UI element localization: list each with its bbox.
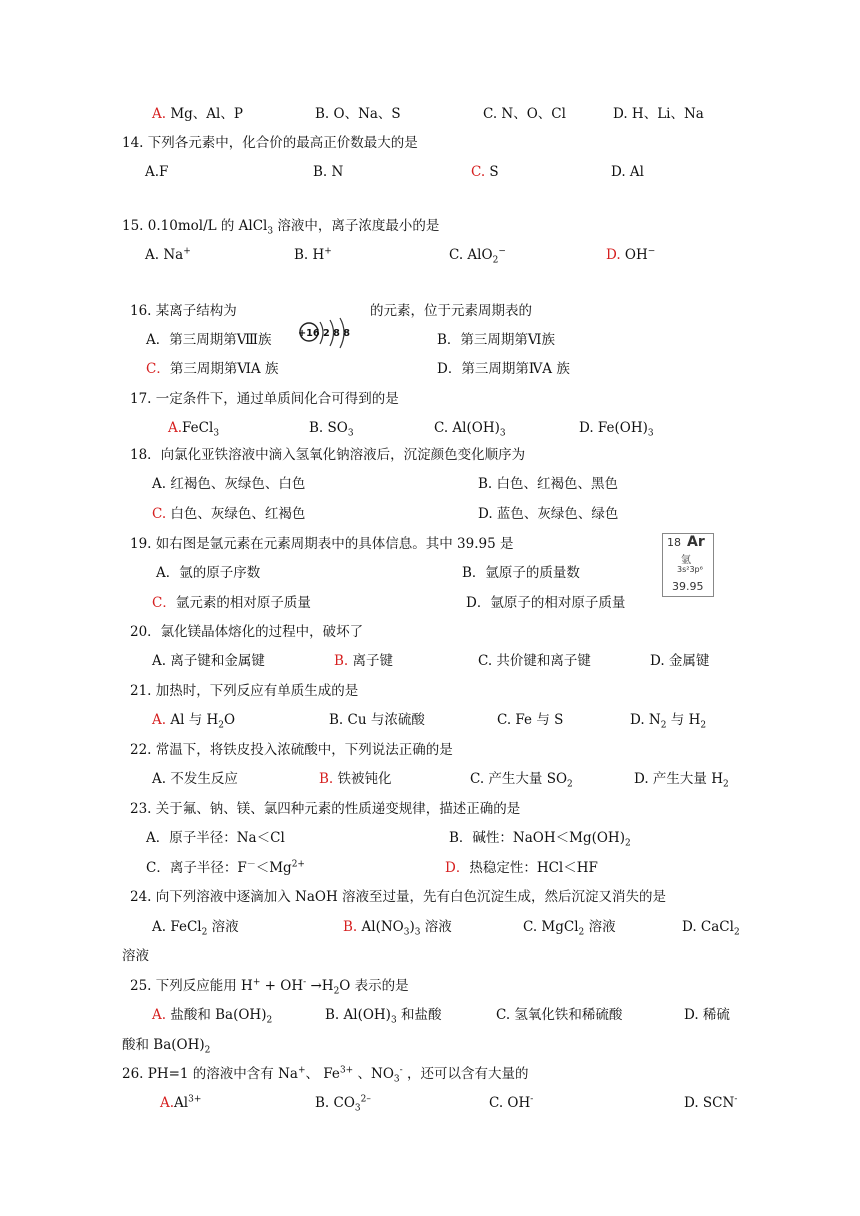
answer-mark: D． <box>445 860 470 876</box>
q16-option-a: A．第三周期第Ⅷ族 <box>146 332 272 348</box>
q26-option-a: $A.Al^{3+}$ <box>160 1094 202 1111</box>
q17-option-b: B. $SO_3$ <box>309 420 354 439</box>
q16-option-b: B．第三周期第Ⅵ族 <box>437 332 555 348</box>
answer-mark: C. <box>471 164 486 180</box>
answer-mark: A. <box>152 1007 167 1023</box>
answer-mark: A. <box>152 106 167 122</box>
q16-option-c: C．第三周期第ⅥA 族 <box>146 361 279 377</box>
q26-option-c: C. OH- <box>489 1094 534 1111</box>
q21-option-a: A. Al 与 $H_2O$ <box>152 712 236 731</box>
answer-mark: A. <box>168 420 183 436</box>
q15-option-d: D. OH− <box>606 246 656 263</box>
q20-option-c: C. 共价键和离子键 <box>478 653 591 669</box>
q23-stem: 23. 关于氟、钠、镁、氯四种元素的性质递变规律，描述正确的是 <box>130 801 521 817</box>
answer-mark: C. <box>152 506 167 522</box>
q13-option-a: A. Mg、Al、P <box>152 106 243 122</box>
q20-option-d: D. 金属键 <box>650 653 710 669</box>
q14-option-d: D. Al <box>611 164 644 180</box>
q14-stem: 14. 下列各元素中，化合价的最高正价数最大的是 <box>122 135 418 151</box>
q21-option-c: C. Fe 与 S <box>497 712 564 728</box>
q21-option-b: B. Cu 与浓硫酸 <box>329 712 425 728</box>
q23-option-d: D．热稳定性：HCl＜HF <box>445 860 598 876</box>
element-name: 氩 <box>681 555 691 566</box>
q25-option-c: C. 氢氧化铁和稀硫酸 <box>496 1007 623 1023</box>
q15-option-b: B. H+ <box>294 246 332 263</box>
q21-stem: 21. 加热时，下列反应有单质生成的是 <box>130 683 359 699</box>
q13-option-b: B. O、Na、S <box>315 106 401 122</box>
q26-option-b: B. $CO_3^{2-}$ <box>315 1094 371 1114</box>
q18-option-a: A. 红褐色、灰绿色、白色 <box>152 476 306 492</box>
atomic-mass: 39.95 <box>672 580 704 593</box>
q18-option-c: C. 白色、灰绿色、红褐色 <box>152 506 306 522</box>
q25-stem: 25. 下列反应能用 $H^+ + OH^- \to H_2O$ 表示的是 <box>130 977 409 997</box>
answer-mark: C． <box>152 595 176 611</box>
q15-option-a: A. Na+ <box>145 246 191 263</box>
q17-option-a: A.FeCl$_3$ <box>168 420 220 439</box>
q19-stem: 19. 如右图是氩元素在元素周期表中的具体信息。其中 39.95 是 <box>130 536 514 552</box>
q17-option-c: C. $Al(OH)_3$ <box>434 420 506 439</box>
q15-stem: 15. 0.10mol/L 的 AlCl$_3$ 溶液中，离子浓度最小的是 <box>122 218 440 237</box>
q18-option-b: B. 白色、红褐色、黑色 <box>478 476 619 492</box>
q25-option-d-wrap: 酸和 $Ba(OH)_2$ <box>122 1037 211 1056</box>
q23-option-c: C．离子半径：$F^-<Mg^{2+}$ <box>146 859 305 876</box>
q24-option-d-wrap: 溶液 <box>122 948 149 964</box>
q18-option-d: D. 蓝色、灰绿色、绿色 <box>478 506 619 522</box>
q14-option-b: B. N <box>313 164 344 180</box>
atomic-number: 18 <box>667 536 681 549</box>
q21-option-d: D. $N_2$ 与 $H_2$ <box>630 712 707 731</box>
q22-option-c: C. 产生大量 $SO_2$ <box>470 771 573 790</box>
q13-option-c: C. N、O、Cl <box>483 106 566 122</box>
answer-mark: D. <box>606 247 621 263</box>
q18-stem: 18．向氯化亚铁溶液中滴入氢氧化钠溶液后，沉淀颜色变化顺序为 <box>130 447 526 463</box>
q26-stem: 26. PH=1 的溶液中含有 Na+、 $Fe^{3+}$ 、$NO_3^-$ ，还可以含有大量的 <box>122 1065 529 1085</box>
q19-option-d: D．氩原子的相对原子质量 <box>466 595 626 611</box>
argon-element-card <box>662 533 714 597</box>
q17-option-d: D. $Fe(OH)_3$ <box>579 420 654 439</box>
q25-option-b: B. $Al(OH)_3$ 和盐酸 <box>325 1007 442 1026</box>
ion-structure-diagram <box>292 314 356 354</box>
q19-option-a: A．氩的原子序数 <box>156 565 261 581</box>
q19-option-b: B．氩原子的质量数 <box>462 565 580 581</box>
answer-mark: C． <box>146 361 170 377</box>
q23-option-b: B．碱性：$NaOH<Mg(OH)_2$ <box>449 830 631 849</box>
answer-mark: B. <box>319 771 334 787</box>
q22-option-a: A. 不发生反应 <box>152 771 238 787</box>
q22-option-b: B. 铁被钝化 <box>319 771 392 787</box>
q24-stem: 24. 向下列溶液中逐滴加入 NaOH 溶液至过量，先有白色沉淀生成，然后沉淀又消失的是 <box>130 889 667 905</box>
q25-option-d: D. 稀硫 <box>684 1007 730 1023</box>
answer-mark: B. <box>343 919 358 935</box>
q23-option-a: A．原子半径：Na＜Cl <box>146 830 285 846</box>
q17-stem: 17. 一定条件下，通过单质间化合可得到的是 <box>130 391 399 407</box>
q26-option-d: D. SCN- <box>684 1094 738 1111</box>
q24-option-d: D. CaCl$_2$ <box>682 919 740 938</box>
q22-option-d: D. 产生大量 $H_2$ <box>634 771 729 790</box>
q24-option-b: B. $Al(NO_3)_3$ 溶液 <box>343 919 452 938</box>
q14-option-a: A.F <box>145 164 169 180</box>
q24-option-c: C. MgCl$_2$ 溶液 <box>523 919 616 938</box>
answer-mark: A. <box>160 1095 175 1111</box>
q20-option-a: A. 离子键和金属键 <box>152 653 265 669</box>
q13-option-d: D. H、Li、Na <box>613 106 704 122</box>
ion-structure-label: +16 2 8 8 <box>298 328 351 339</box>
q16-stem-a: 16. 某离子结构为 <box>130 303 237 319</box>
electron-config: 3s²3p⁶ <box>677 565 703 574</box>
q22-stem: 22. 常温下，将铁皮投入浓硫酸中，下列说法正确的是 <box>130 742 453 758</box>
q25-option-a: A. 盐酸和 $Ba(OH)_2$ <box>152 1007 273 1026</box>
q15-option-c: C. AlO$_2$− <box>449 246 506 266</box>
element-symbol: Ar <box>687 534 705 550</box>
q14-option-c: C. S <box>471 164 499 180</box>
answer-mark: A. <box>152 712 167 728</box>
answer-mark: B. <box>334 653 349 669</box>
q16-option-d: D．第三周期第ⅣA 族 <box>437 361 570 377</box>
q20-option-b: B. 离子键 <box>334 653 394 669</box>
q24-option-a: A. FeCl$_2$ 溶液 <box>152 919 239 938</box>
q20-stem: 20．氯化镁晶体熔化的过程中，破坏了 <box>130 624 364 640</box>
q16-stem-b: 的元素，位于元素周期表的 <box>370 303 532 319</box>
q19-option-c: C．氩元素的相对原子质量 <box>152 595 311 611</box>
